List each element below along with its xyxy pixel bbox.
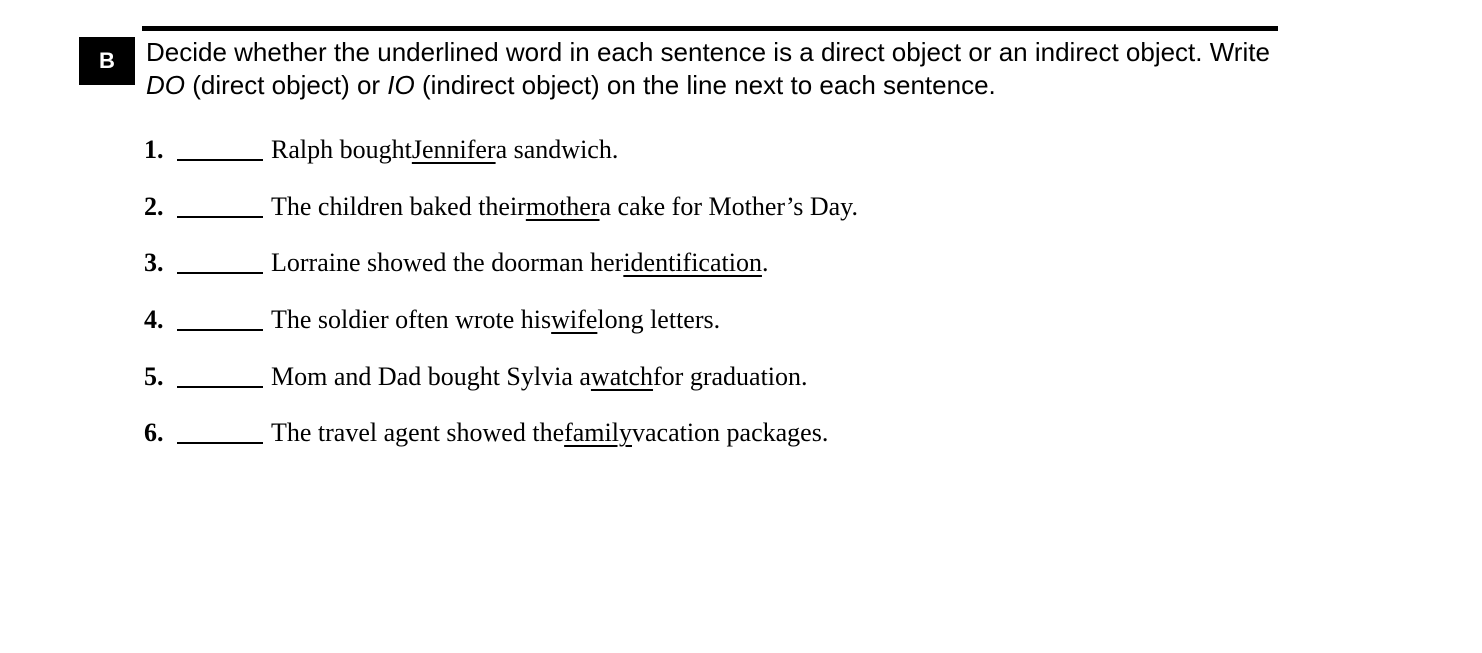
underlined-word: identification — [623, 248, 762, 278]
underlined-word: Jennifer — [411, 135, 496, 164]
sentence-after: for graduation. — [653, 361, 808, 391]
top-rule — [142, 26, 1278, 31]
exercise-item-6 — [144, 416, 858, 473]
underlined-word: wife — [551, 305, 598, 335]
answer-blank-1[interactable] — [177, 133, 263, 161]
exercise-item-5 — [144, 360, 858, 417]
sentence-after: a cake for Mother’s Day. — [599, 191, 858, 221]
sentence-before: Ralph bought — [271, 135, 412, 164]
underlined-word: family — [564, 418, 632, 448]
section-badge — [79, 37, 135, 85]
instructions-text-1: Decide whether the underlined word in each sentence is a direct object or an indirect object. Write — [146, 37, 1270, 67]
exercise-item-2 — [144, 190, 858, 247]
item-number: 4. — [144, 305, 164, 335]
answer-blank-6[interactable] — [177, 416, 263, 444]
answer-blank-2[interactable] — [177, 190, 263, 218]
exercise-item-1 — [144, 133, 858, 190]
sentence-before: Lorraine showed the doorman her — [271, 248, 624, 278]
sentence-before: The children baked their — [271, 191, 526, 221]
instructions-text-3: (indirect object) on the line next to each sentence. — [414, 70, 996, 100]
io-abbreviation: IO — [387, 70, 415, 100]
sentence-after: a sandwich. — [495, 135, 619, 164]
instructions-text-2: (direct object) or — [185, 70, 388, 100]
item-number: 5. — [144, 361, 164, 391]
exercise-item-4 — [144, 303, 858, 360]
sentence-after: long letters. — [597, 305, 721, 335]
item-number: 2. — [144, 191, 164, 221]
sentence-after: . — [761, 248, 769, 278]
underlined-word: watch — [590, 361, 654, 391]
exercise-item-3 — [144, 246, 858, 303]
sentence-before: The soldier often wrote his — [271, 305, 552, 335]
underlined-word: mother — [525, 191, 600, 221]
do-abbreviation: DO — [146, 70, 185, 100]
section-label: B — [99, 48, 115, 73]
answer-blank-3[interactable] — [177, 246, 263, 274]
item-number: 1. — [144, 135, 164, 164]
exercise-list — [144, 133, 858, 473]
answer-blank-5[interactable] — [177, 360, 263, 388]
item-number: 3. — [144, 248, 164, 278]
item-number: 6. — [144, 418, 164, 448]
sentence-before: Mom and Dad bought Sylvia a — [271, 361, 591, 391]
sentence-before: The travel agent showed the — [271, 418, 565, 448]
instructions — [146, 36, 1286, 102]
answer-blank-4[interactable] — [177, 303, 263, 331]
sentence-after: vacation packages. — [631, 418, 829, 448]
